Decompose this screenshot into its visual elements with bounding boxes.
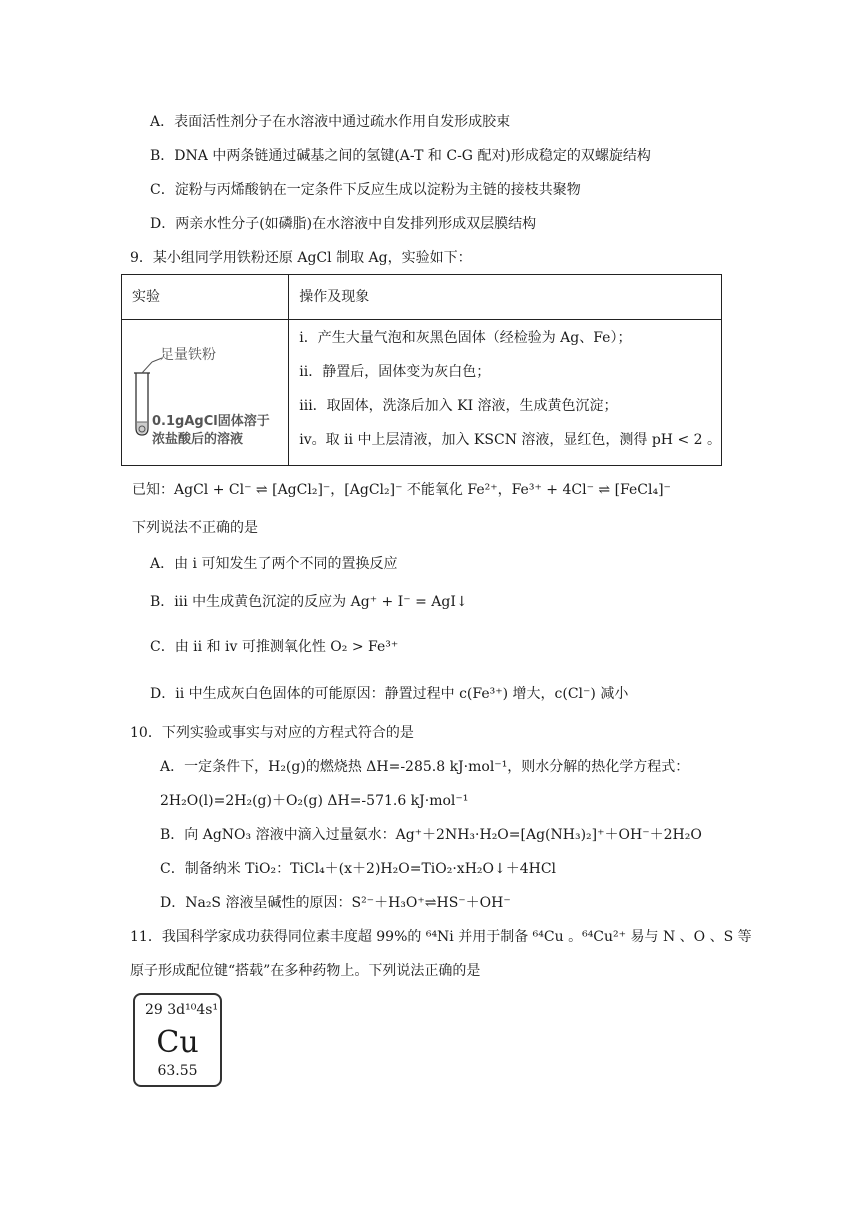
table-header-operations: 操作及现象	[289, 275, 722, 320]
q9-question: 下列说法不正确的是	[132, 520, 258, 536]
q10-stem: 10．下列实验或事实与对应的方程式符合的是	[130, 725, 414, 741]
element-number-config: 29 3d¹⁰4s¹	[145, 1002, 219, 1018]
iron-powder-label: 足量铁粉	[160, 347, 216, 363]
q11-stem-line1: 11．我国科学家成功获得同位素丰度超 99%的 ⁶⁴Ni 并用于制备 ⁶⁴Cu 。⁶⁴Cu²⁺ 易与 N 、O 、S 等	[130, 929, 752, 945]
q9-stem: 9．某小组同学用铁粉还原 AgCl 制取 Ag，实验如下：	[130, 250, 472, 266]
element-mass: 63.55	[157, 1063, 198, 1079]
q9-option-d: D．ii 中生成灰白色固体的可能原因：静置过程中 c(Fe³⁺) 增大，c(Cl⁻) 减小	[150, 686, 629, 702]
experiment-steps	[289, 320, 722, 466]
solution-label-1: 0.1gAgCl固体溶于	[152, 414, 270, 429]
q8-option-a: A．表面活性剂分子在水溶液中通过疏水作用自发形成胶束	[150, 114, 511, 130]
experiment-table	[121, 274, 722, 466]
q9-option-a: A．由 i 可知发生了两个不同的置换反应	[150, 556, 398, 572]
step-ii: ii．静置后，固体变为灰白色；	[299, 364, 491, 380]
q10-option-a-line2: 2H₂O(l)=2H₂(g)＋O₂(g) ΔH=-571.6 kJ·mol⁻¹	[160, 793, 469, 809]
step-iii: iii．取固体，洗涤后加入 KI 溶液，生成黄色沉淀；	[299, 398, 618, 414]
q10-option-c: C．制备纳米 TiO₂：TiCl₄＋(x＋2)H₂O=TiO₂·xH₂O↓＋4HCl	[160, 861, 557, 877]
q10-option-b: B．向 AgNO₃ 溶液中滴入过量氨水：Ag⁺＋2NH₃·H₂O=[Ag(NH₃)₂]⁺＋OH⁻＋2H₂O	[160, 827, 702, 843]
q9-option-c: C．由 ii 和 iv 可推测氧化性 O₂ > Fe³⁺	[150, 639, 399, 655]
element-symbol: Cu	[156, 1025, 199, 1060]
step-iv: iv。取 ii 中上层清液，加入 KSCN 溶液，显红色，测得 pH < 2 。	[299, 432, 721, 448]
q9-known-info: 已知：AgCl + Cl⁻ ⇌ [AgCl₂]⁻，[AgCl₂]⁻ 不能氧化 Fe²⁺，Fe³⁺ + 4Cl⁻ ⇌ [FeCl₄]⁻	[132, 482, 671, 498]
q11-stem-line2: 原子形成配位键“搭载”在多种药物上。下列说法正确的是	[130, 963, 481, 979]
copper-element-card	[133, 993, 222, 1087]
test-tube-diagram	[122, 320, 289, 466]
step-i: i．产生大量气泡和灰黑色固体（经检验为 Ag、Fe）；	[299, 330, 632, 346]
q8-option-c: C．淀粉与丙烯酸钠在一定条件下反应生成以淀粉为主链的接枝共聚物	[150, 182, 581, 198]
q10-option-a-line1: A．一定条件下，H₂(g)的燃烧热 ΔH=-285.8 kJ·mol⁻¹，则水分解的热化学方程式：	[160, 759, 690, 775]
table-header-experiment: 实验	[122, 275, 289, 320]
q10-option-d: D．Na₂S 溶液呈碱性的原因：S²⁻＋H₃O⁺⇌HS⁻＋OH⁻	[160, 895, 511, 911]
q9-option-b: B．iii 中生成黄色沉淀的反应为 Ag⁺ + I⁻ = AgI↓	[150, 594, 468, 610]
solution-label-2: 浓盐酸后的溶液	[152, 432, 244, 447]
q8-option-d: D．两亲水性分子(如磷脂)在水溶液中自发排列形成双层膜结构	[150, 216, 537, 232]
q8-option-b: B．DNA 中两条链通过碱基之间的氢键(A-T 和 C-G 配对)形成稳定的双螺旋结构	[150, 148, 651, 164]
